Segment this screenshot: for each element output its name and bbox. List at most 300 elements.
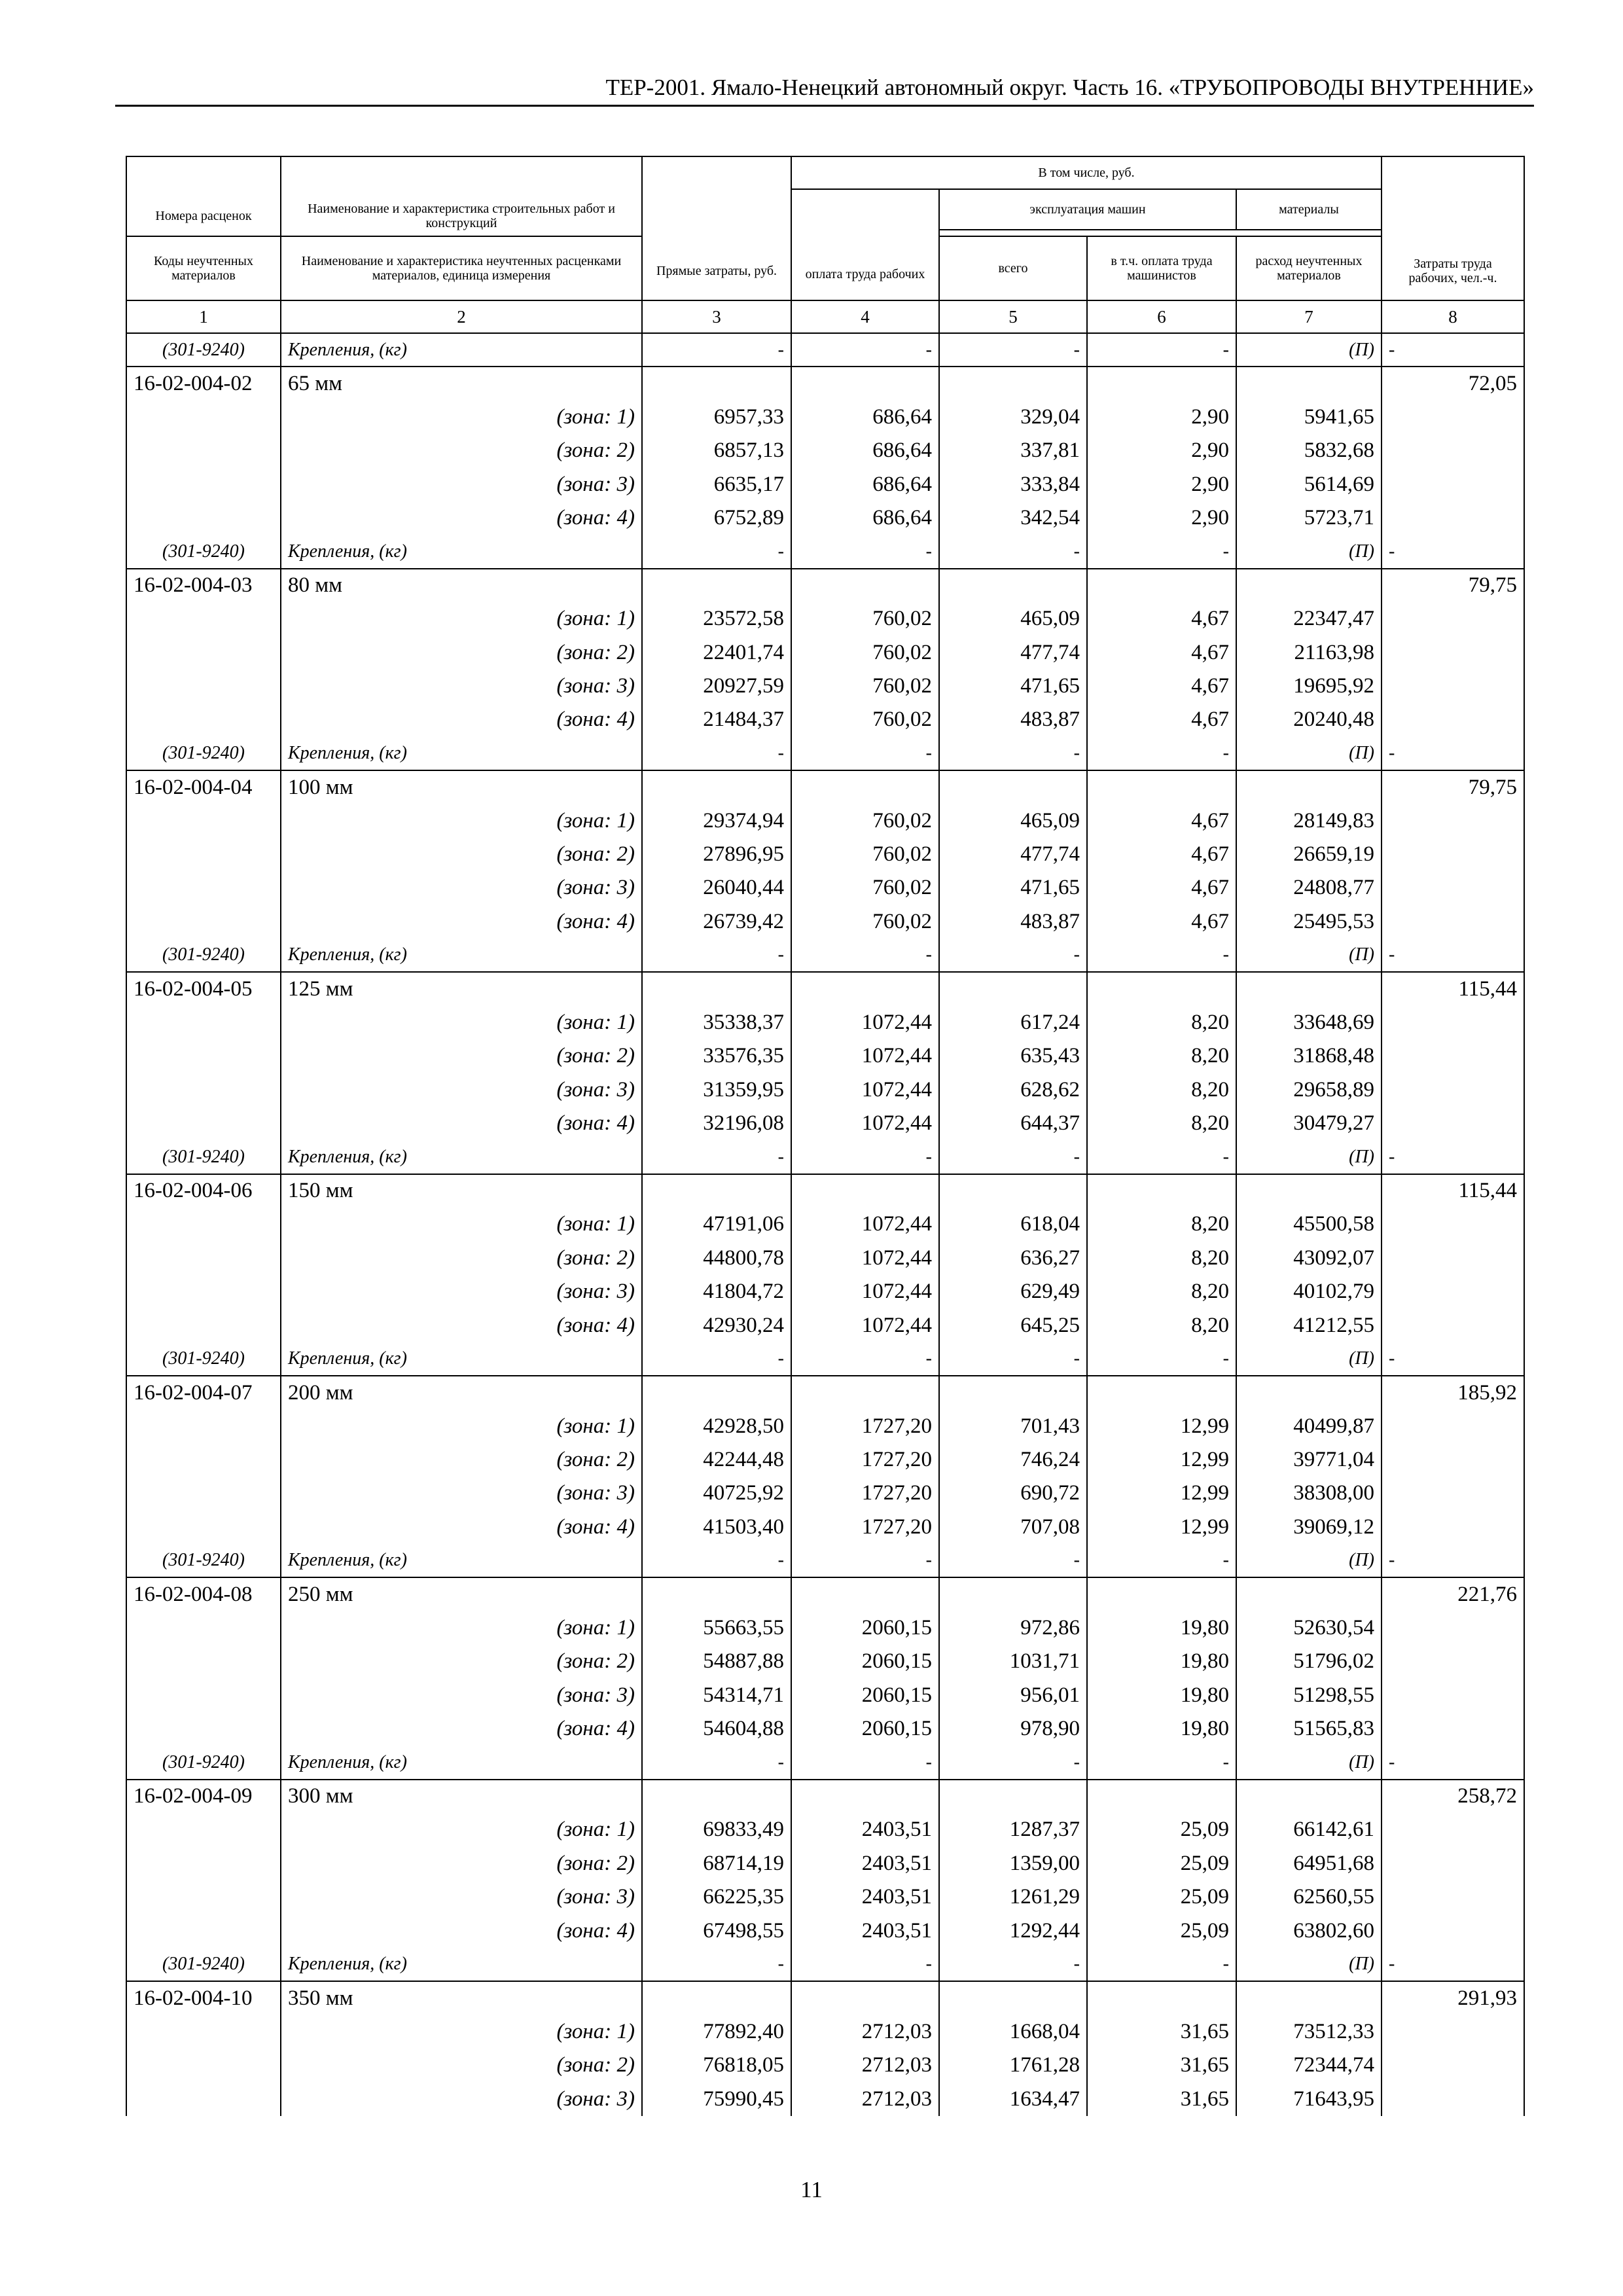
empty-cell [1382,1679,1524,1712]
col5-header: всего [939,236,1087,300]
direct-cost: 69833,49 [642,1813,791,1846]
material-row [126,535,1524,568]
material-name: Крепления, (кг) [281,1544,642,1577]
direct-cost: 32196,08 [642,1107,791,1140]
direct-cost: 75990,45 [642,2082,791,2115]
materials-cost: 52630,54 [1236,1611,1382,1645]
material-dash: - [1087,939,1236,972]
material-row [126,1948,1524,1981]
machines-total: 707,08 [939,1511,1087,1544]
worker-pay: 760,02 [791,670,939,703]
zone-row [126,1679,1524,1712]
empty-cell [1236,1174,1382,1208]
worker-pay: 1072,44 [791,1039,939,1073]
machines-total: 471,65 [939,871,1087,905]
zone-row [126,1410,1524,1443]
empty-cell [1382,1308,1524,1342]
materials-cost: 43092,07 [1236,1242,1382,1275]
machinist-pay: 4,67 [1087,905,1236,939]
empty-cell [1382,838,1524,871]
direct-cost: 26040,44 [642,871,791,905]
zone-label: (зона: 2) [281,1847,642,1880]
direct-cost: 6635,17 [642,468,791,501]
column-number: 8 [1382,300,1524,333]
empty-cell [1382,905,1524,939]
zone-row [126,804,1524,837]
empty-cell [1236,1577,1382,1611]
machinist-pay: 25,09 [1087,1914,1236,1947]
zone-row [126,1073,1524,1107]
empty-cell [939,1174,1087,1208]
material-dash: - [939,1746,1087,1779]
zone-label: (зона: 3) [281,1477,642,1510]
material-name: Крепления, (кг) [281,1746,642,1779]
material-p: (П) [1236,1948,1382,1981]
machines-total: 617,24 [939,1006,1087,1039]
zone-label: (зона: 3) [281,871,642,905]
rate-code: 16-02-004-02 [126,367,281,400]
worker-pay: 1072,44 [791,1242,939,1275]
empty-cell [1382,1242,1524,1275]
material-name: Крепления, (кг) [281,333,642,367]
rate-name: 250 мм [281,1577,642,1611]
labor-cost: 115,44 [1382,1174,1524,1208]
empty-cell [1382,501,1524,535]
materials-cost: 38308,00 [1236,1477,1382,1510]
machines-total: 1761,28 [939,2049,1087,2082]
empty-cell [1382,602,1524,636]
direct-cost: 55663,55 [642,1611,791,1645]
empty-cell [1382,401,1524,434]
material-dash: - [1087,737,1236,770]
empty-cell [126,1679,281,1712]
zone-row [126,636,1524,670]
empty-cell [939,367,1087,400]
materials-cost: 22347,47 [1236,602,1382,636]
material-name: Крепления, (кг) [281,1948,642,1981]
worker-pay: 1072,44 [791,1073,939,1107]
empty-cell [1382,1443,1524,1477]
machines-total: 333,84 [939,468,1087,501]
material-p: (П) [1236,535,1382,568]
machinist-pay: 4,67 [1087,871,1236,905]
zone-row [126,1645,1524,1678]
empty-cell [126,804,281,837]
unaccounted-materials-label: расход неучтенных материалов [1255,254,1363,283]
empty-cell [1236,1376,1382,1409]
worker-pay: 2403,51 [791,1847,939,1880]
empty-cell [1236,569,1382,602]
rate-name: 300 мм [281,1780,642,1813]
material-dash: - [1087,1948,1236,1981]
direct-cost: 67498,55 [642,1914,791,1947]
incl-header: В том числе, руб. [791,156,1382,189]
material-dash: - [1087,1544,1236,1577]
empty-cell [126,434,281,467]
table-body [126,333,1524,2116]
material-dash: - [1382,1948,1524,1981]
direct-cost: 42930,24 [642,1308,791,1342]
machines-total: 978,90 [939,1712,1087,1746]
empty-cell [1382,636,1524,670]
machines-total: 746,24 [939,1443,1087,1477]
machinist-pay: 12,99 [1087,1477,1236,1510]
empty-cell [126,1611,281,1645]
col1-top-label: Номера расценок [155,209,252,223]
material-dash: - [642,1342,791,1376]
empty-cell [126,838,281,871]
machinist-pay: 25,09 [1087,1847,1236,1880]
direct-cost: 6957,33 [642,401,791,434]
empty-cell [1382,1006,1524,1039]
zone-label: (зона: 2) [281,434,642,467]
col3-header [642,156,791,300]
empty-cell [1087,367,1236,400]
zone-row [126,703,1524,736]
worker-pay: 1072,44 [791,1275,939,1308]
empty-cell [791,1981,939,2015]
material-dash: - [1382,939,1524,972]
rate-row [126,569,1524,602]
zone-row [126,905,1524,939]
empty-cell [1382,2082,1524,2115]
material-code: (301-9240) [126,333,281,367]
empty-cell [642,1981,791,2015]
col4-header [791,189,939,300]
materials-cost: 51796,02 [1236,1645,1382,1678]
material-p: (П) [1236,939,1382,972]
zone-label: (зона: 2) [281,1645,642,1678]
material-dash: - [642,737,791,770]
machines-total: 471,65 [939,670,1087,703]
material-row [126,1342,1524,1376]
empty-cell [939,770,1087,804]
empty-cell [1382,1914,1524,1947]
zone-row [126,838,1524,871]
empty-cell [126,636,281,670]
machinist-pay: 8,20 [1087,1242,1236,1275]
direct-cost: 76818,05 [642,2049,791,2082]
worker-pay: 760,02 [791,871,939,905]
rate-code: 16-02-004-05 [126,972,281,1005]
page-number: 11 [800,2177,823,2202]
worker-pay: 1727,20 [791,1477,939,1510]
machines-total: 483,87 [939,905,1087,939]
empty-cell [939,1981,1087,2015]
zone-label: (зона: 1) [281,2015,642,2049]
direct-cost: 26739,42 [642,905,791,939]
empty-cell [1236,1780,1382,1813]
empty-cell [642,1780,791,1813]
rate-code: 16-02-004-06 [126,1174,281,1208]
empty-cell [1236,367,1382,400]
rate-name: 350 мм [281,1981,642,2015]
worker-pay: 686,64 [791,501,939,535]
machinist-pay: 8,20 [1087,1208,1236,1241]
material-dash: - [1382,333,1524,367]
empty-cell [1087,770,1236,804]
empty-cell [126,1073,281,1107]
machines-total: 629,49 [939,1275,1087,1308]
zone-label: (зона: 2) [281,636,642,670]
materials-cost: 39069,12 [1236,1511,1382,1544]
materials-cost: 64951,68 [1236,1847,1382,1880]
direct-cost: 27896,95 [642,838,791,871]
labor-cost: 79,75 [1382,770,1524,804]
direct-cost: 42244,48 [642,1443,791,1477]
materials-cost: 21163,98 [1236,636,1382,670]
empty-cell [126,501,281,535]
zone-label: (зона: 3) [281,670,642,703]
material-dash: - [939,1342,1087,1376]
material-name: Крепления, (кг) [281,737,642,770]
material-dash: - [642,535,791,568]
empty-cell [1087,1376,1236,1409]
zone-label: (зона: 3) [281,1073,642,1107]
worker-pay: 686,64 [791,401,939,434]
zone-row [126,670,1524,703]
materials-cost: 5832,68 [1236,434,1382,467]
col1-bottom-label: Коды неучтенных материалов [154,254,253,283]
machines-total: 477,74 [939,838,1087,871]
rate-name: 65 мм [281,367,642,400]
direct-cost: 68714,19 [642,1847,791,1880]
machines-total: 477,74 [939,636,1087,670]
material-dash: - [1087,333,1236,367]
zone-row [126,1242,1524,1275]
empty-cell [126,905,281,939]
zone-label: (зона: 1) [281,401,642,434]
material-dash: - [939,333,1087,367]
materials-cost: 33648,69 [1236,1006,1382,1039]
rate-code: 16-02-004-09 [126,1780,281,1813]
materials-cost: 5614,69 [1236,468,1382,501]
empty-cell [126,1914,281,1947]
material-row [126,333,1524,367]
empty-cell [126,401,281,434]
empty-cell [126,1308,281,1342]
empty-cell [791,1376,939,1409]
labor-cost: 221,76 [1382,1577,1524,1611]
material-dash: - [939,1948,1087,1981]
machinist-pay: 4,67 [1087,703,1236,736]
worker-pay-label: оплата труда рабочих [805,267,925,281]
material-dash: - [791,939,939,972]
material-name: Крепления, (кг) [281,535,642,568]
machines-total: 1634,47 [939,2082,1087,2115]
material-dash: - [791,1746,939,1779]
labor-cost-label: Затраты труда рабочих, чел.-ч. [1408,257,1497,285]
empty-cell [126,2015,281,2049]
material-p: (П) [1236,737,1382,770]
material-name: Крепления, (кг) [281,1140,642,1174]
empty-cell [791,770,939,804]
materials-cost: 51298,55 [1236,1679,1382,1712]
worker-pay: 686,64 [791,434,939,467]
material-dash: - [1382,535,1524,568]
worker-pay: 760,02 [791,804,939,837]
empty-cell [791,1780,939,1813]
machinist-pay: 12,99 [1087,1511,1236,1544]
material-dash: - [1087,1342,1236,1376]
worker-pay: 1727,20 [791,1443,939,1477]
material-row [126,939,1524,972]
empty-cell [1382,871,1524,905]
worker-pay: 760,02 [791,703,939,736]
column-number: 2 [281,300,642,333]
col2-header [281,156,642,236]
zone-label: (зона: 1) [281,1611,642,1645]
rate-code: 16-02-004-07 [126,1376,281,1409]
material-code: (301-9240) [126,1342,281,1376]
zone-label: (зона: 1) [281,1813,642,1846]
empty-cell [1382,1410,1524,1443]
material-row [126,1140,1524,1174]
direct-cost: 6752,89 [642,501,791,535]
machines-total: 701,43 [939,1410,1087,1443]
materials-cost: 51565,83 [1236,1712,1382,1746]
materials-cost: 30479,27 [1236,1107,1382,1140]
empty-cell [1382,2049,1524,2082]
zone-label: (зона: 4) [281,1308,642,1342]
labor-cost: 291,93 [1382,1981,1524,2015]
direct-cost: 41503,40 [642,1511,791,1544]
zone-label: (зона: 2) [281,1443,642,1477]
rate-code: 16-02-004-04 [126,770,281,804]
rate-code: 16-02-004-10 [126,1981,281,2015]
empty-cell [126,468,281,501]
worker-pay: 2060,15 [791,1611,939,1645]
materials-cost: 39771,04 [1236,1443,1382,1477]
col1-bottom [126,236,281,300]
materials-cost: 45500,58 [1236,1208,1382,1241]
empty-cell [126,1242,281,1275]
machines-total: 628,62 [939,1073,1087,1107]
empty-cell [1382,2015,1524,2049]
machinist-pay: 31,65 [1087,2015,1236,2049]
empty-cell [126,1880,281,1914]
empty-cell [126,2082,281,2115]
worker-pay: 760,02 [791,602,939,636]
empty-cell [126,1107,281,1140]
machines-total: 644,37 [939,1107,1087,1140]
direct-cost: 35338,37 [642,1006,791,1039]
direct-cost: 77892,40 [642,2015,791,2049]
empty-cell [126,1477,281,1510]
material-row [126,737,1524,770]
materials-cost: 24808,77 [1236,871,1382,905]
machinist-pay: 19,80 [1087,1645,1236,1678]
empty-cell [126,1410,281,1443]
machinist-pay: 12,99 [1087,1443,1236,1477]
zone-label: (зона: 4) [281,905,642,939]
material-dash: - [939,737,1087,770]
worker-pay: 2712,03 [791,2015,939,2049]
machines-total: 635,43 [939,1039,1087,1073]
materials-cost: 20240,48 [1236,703,1382,736]
empty-cell [642,1376,791,1409]
material-dash: - [1087,1746,1236,1779]
zone-row [126,1511,1524,1544]
materials-cost: 63802,60 [1236,1914,1382,1947]
empty-cell [1236,770,1382,804]
worker-pay: 2712,03 [791,2082,939,2115]
empty-cell [126,703,281,736]
zone-label: (зона: 4) [281,501,642,535]
materials-header: материалы [1236,189,1382,230]
empty-cell [1087,569,1236,602]
materials-cost: 26659,19 [1236,838,1382,871]
zone-row [126,1443,1524,1477]
rate-name: 80 мм [281,569,642,602]
empty-cell [126,1645,281,1678]
material-dash: - [791,1948,939,1981]
materials-cost: 73512,33 [1236,2015,1382,2049]
empty-cell [791,569,939,602]
empty-cell [1087,972,1236,1005]
material-dash: - [1382,737,1524,770]
empty-cell [1087,1981,1236,2015]
direct-cost: 6857,13 [642,434,791,467]
materials-cost: 66142,61 [1236,1813,1382,1846]
empty-cell [1382,1645,1524,1678]
empty-cell [791,367,939,400]
empty-cell [642,770,791,804]
machinist-pay: 4,67 [1087,602,1236,636]
machinist-pay: 8,20 [1087,1006,1236,1039]
column-number: 6 [1087,300,1236,333]
empty-cell [126,1712,281,1746]
material-code: (301-9240) [126,1140,281,1174]
zone-label: (зона: 1) [281,804,642,837]
material-code: (301-9240) [126,737,281,770]
page-header [115,65,1534,107]
empty-cell [1382,1511,1524,1544]
zone-label: (зона: 3) [281,1679,642,1712]
direct-cost: 20927,59 [642,670,791,703]
material-dash: - [939,1544,1087,1577]
empty-cell [126,670,281,703]
worker-pay: 2712,03 [791,2049,939,2082]
material-code: (301-9240) [126,1544,281,1577]
zone-label: (зона: 1) [281,1410,642,1443]
empty-cell [126,871,281,905]
empty-cell [791,1174,939,1208]
zone-label: (зона: 2) [281,1242,642,1275]
empty-cell [642,569,791,602]
zone-row [126,2015,1524,2049]
rate-row [126,770,1524,804]
machinist-pay: 8,20 [1087,1308,1236,1342]
worker-pay: 1727,20 [791,1511,939,1544]
machinist-pay: 19,80 [1087,1679,1236,1712]
zone-label: (зона: 3) [281,2082,642,2115]
worker-pay: 2060,15 [791,1645,939,1678]
machines-header: эксплуатация машин [939,189,1236,230]
machines-total: 1668,04 [939,2015,1087,2049]
empty-cell [939,569,1087,602]
empty-cell [126,602,281,636]
header-title: ТЕР-2001. Ямало-Ненецкий автономный округ. Часть 16. «ТРУБОПРОВОДЫ ВНУТРЕННИЕ» [605,75,1534,100]
empty-cell [1382,468,1524,501]
labor-cost: 185,92 [1382,1376,1524,1409]
rate-row [126,1174,1524,1208]
machinist-pay: 4,67 [1087,670,1236,703]
material-dash: - [1382,1140,1524,1174]
machines-total: 690,72 [939,1477,1087,1510]
material-p: (П) [1236,1544,1382,1577]
machinist-pay: 31,65 [1087,2082,1236,2115]
